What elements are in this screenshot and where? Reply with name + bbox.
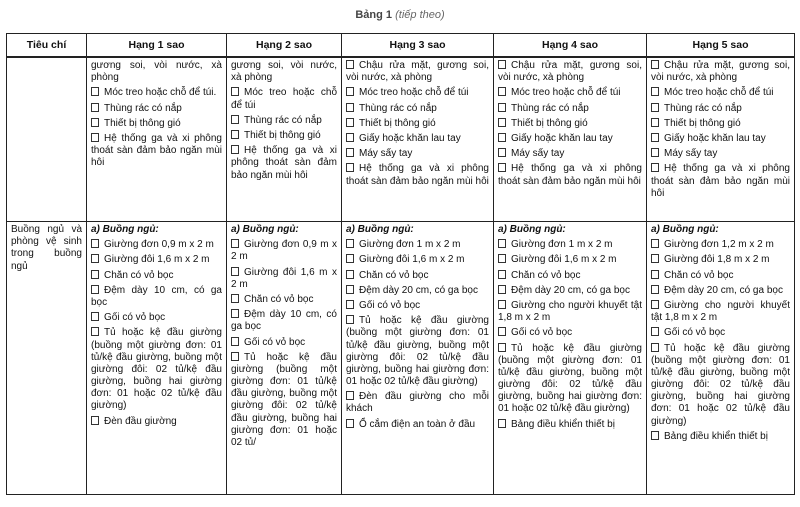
rating-cell <box>87 57 227 222</box>
list-item <box>91 327 222 412</box>
checkbox-icon <box>346 148 354 157</box>
checkbox-icon <box>346 239 354 248</box>
item-text: Giấy hoặc khăn lau tay <box>664 132 766 144</box>
item-text: gương soi, vòi nước, xà phòng <box>91 60 222 84</box>
checkbox-icon <box>346 391 354 400</box>
rating-cell <box>87 222 227 495</box>
item-text: Chậu rửa mặt, gương soi, vòi nước, xà phòng <box>651 60 790 84</box>
list-item <box>91 133 222 170</box>
checkbox-icon <box>91 327 99 336</box>
item-text: Thùng rác có nắp <box>244 114 322 126</box>
item-text: Thùng rác có nắp <box>664 102 742 114</box>
list-item <box>498 419 642 431</box>
checkbox-icon <box>91 87 99 96</box>
list-item <box>231 352 337 450</box>
checkbox-icon <box>346 285 354 294</box>
item-text: Chăn có vỏ bọc <box>359 269 429 281</box>
item-text: Hệ thống ga và xi phông thoát sàn đảm bảo ngăn mùi hôi <box>231 145 337 181</box>
checkbox-icon <box>651 431 659 440</box>
item-text: Giường đôi 1,8 m x 2 m <box>664 254 770 266</box>
list-item <box>651 148 790 160</box>
item-text: Đệm dày 20 cm, có ga bọc <box>511 284 630 296</box>
list-item <box>651 163 790 200</box>
list-item <box>91 312 222 324</box>
list-item <box>498 118 642 130</box>
list-item <box>231 60 337 84</box>
item-text: Ổ cắm điện an toàn ở đầu <box>359 418 476 430</box>
item-text: Giường đôi 1,6 m x 2 m <box>104 254 210 266</box>
checkbox-icon <box>651 87 659 96</box>
list-item <box>346 239 489 251</box>
list-item <box>651 270 790 282</box>
item-text: Hệ thống ga và xi phông thoát sàn đảm bảo ngăn mùi hôi <box>498 163 642 187</box>
item-text: Máy sấy tay <box>359 148 413 160</box>
item-text: Chậu rửa mặt, gương soi, vòi nước, xà phòng <box>498 60 642 84</box>
checkbox-icon <box>498 285 506 294</box>
checkbox-icon <box>346 118 354 127</box>
rating-cell <box>342 222 494 495</box>
criterion-cell <box>7 57 87 222</box>
checkbox-icon <box>346 87 354 96</box>
checkbox-icon <box>231 337 239 346</box>
list-item <box>91 416 222 428</box>
item-text: Thiết bị thông gió <box>244 129 321 141</box>
item-text: Tủ hoặc kệ đầu giường (buồng một giường đơn: 01 tủ/kệ đầu giường, buồng một giường đôi: 02 tủ/kệ đầu giường, buồng hai giường đơn: 01 hoặc 02 tủ/kệ đầu giường) <box>346 315 489 388</box>
checkbox-icon <box>498 87 506 96</box>
item-text: Giường đôi 1,6 m x 2 m <box>231 266 337 290</box>
checkbox-icon <box>498 239 506 248</box>
list-item <box>231 87 337 111</box>
checkbox-icon <box>651 103 659 112</box>
checkbox-icon <box>91 416 99 425</box>
checkbox-icon <box>91 270 99 279</box>
list-item <box>651 300 790 324</box>
checkbox-icon <box>498 118 506 127</box>
list-item <box>498 148 642 160</box>
item-text: Máy sấy tay <box>511 148 565 160</box>
item-text: Giường đơn 0,9 m x 2 m <box>231 239 337 263</box>
list-item <box>91 103 222 115</box>
criteria-table <box>6 33 795 495</box>
col-header-criterion: Tiêu chí <box>7 34 87 58</box>
checkbox-icon <box>498 254 506 263</box>
list-item <box>231 145 337 182</box>
rating-cell <box>494 57 647 222</box>
subsection-title: a) Buồng ngủ: <box>498 224 566 235</box>
item-text: Thùng rác có nắp <box>104 102 182 114</box>
checkbox-icon <box>231 145 239 154</box>
list-item <box>651 118 790 130</box>
list-item <box>651 103 790 115</box>
list-item <box>498 254 642 266</box>
checkbox-icon <box>651 327 659 336</box>
item-text: Móc treo hoặc chỗ để túi <box>359 87 469 99</box>
checkbox-icon <box>346 300 354 309</box>
list-item <box>346 419 489 431</box>
checkbox-icon <box>231 294 239 303</box>
checkbox-icon <box>498 300 506 309</box>
item-text: Đèn đầu giường cho mỗi khách <box>346 391 489 415</box>
checkbox-icon <box>346 254 354 263</box>
checkbox-icon <box>231 309 239 318</box>
list-item <box>498 300 642 324</box>
item-text: Giấy hoặc khăn lau tay <box>359 132 461 144</box>
list-item <box>346 300 489 312</box>
checkbox-icon <box>346 270 354 279</box>
item-text: Móc treo hoặc chỗ để túi <box>231 87 337 111</box>
col-header-2-star: Hạng 2 sao <box>227 34 342 58</box>
item-text: Chậu rửa mặt, gương soi, vòi nước, xà phòng <box>346 60 489 84</box>
list-item <box>346 163 489 187</box>
checkbox-icon <box>346 103 354 112</box>
checkbox-icon <box>651 254 659 263</box>
list-item <box>91 239 222 251</box>
item-text: Chăn có vỏ bọc <box>104 269 174 281</box>
item-text: Gối có vỏ bọc <box>359 299 421 311</box>
item-text: Thiết bị thông gió <box>359 117 436 129</box>
checkbox-icon <box>231 352 239 361</box>
list-item <box>651 285 790 297</box>
list-item <box>651 343 790 428</box>
item-text: Bảng điều khiển thiết bị <box>664 430 768 442</box>
subsection-title: a) Buồng ngủ: <box>231 224 299 235</box>
subsection-title: a) Buồng ngủ: <box>346 224 414 235</box>
list-item <box>346 118 489 130</box>
item-text: Móc treo hoặc chỗ để túi. <box>104 87 217 99</box>
item-text: Hệ thống ga và xi phông thoát sàn đảm bảo ngăn mùi hôi <box>346 163 489 187</box>
checkbox-icon <box>346 419 354 428</box>
checkbox-icon <box>651 285 659 294</box>
criterion-cell: Buồng ngủ và phòng vệ sinh trong buồng ngủ <box>7 222 87 495</box>
list-item <box>231 239 337 263</box>
list-item <box>91 270 222 282</box>
list-item <box>346 60 489 84</box>
item-text: Gối có vỏ bọc <box>511 327 573 339</box>
col-header-5-star: Hạng 5 sao <box>647 34 795 58</box>
item-text: Giường cho người khuyết tật 1,8 m x 2 m <box>498 299 642 324</box>
checkbox-icon <box>651 60 659 69</box>
list-item <box>651 431 790 443</box>
checkbox-icon <box>231 239 239 248</box>
list-item <box>91 87 222 99</box>
list-item <box>346 285 489 297</box>
item-text: Thiết bị thông gió <box>664 117 741 129</box>
item-text: Gối có vỏ bọc <box>664 327 726 339</box>
checkbox-icon <box>231 130 239 139</box>
item-text: Đèn đầu giường <box>104 415 177 427</box>
list-item <box>91 254 222 266</box>
item-text: Chăn có vỏ bọc <box>244 293 314 305</box>
list-item <box>498 60 642 84</box>
col-header-4-star: Hạng 4 sao <box>494 34 647 58</box>
rating-cell <box>494 222 647 495</box>
list-item <box>498 343 642 416</box>
list-item <box>346 254 489 266</box>
rating-cell <box>227 222 342 495</box>
checkbox-icon <box>651 148 659 157</box>
item-text: Thiết bị thông gió <box>511 117 588 129</box>
header-row <box>7 34 795 58</box>
item-text: Đệm dày 20 cm, có ga bọc <box>359 284 478 296</box>
list-item <box>91 60 222 84</box>
checkbox-icon <box>498 163 506 172</box>
rating-cell <box>227 57 342 222</box>
item-text: Gối có vỏ bọc <box>104 312 166 324</box>
list-item <box>91 118 222 130</box>
checkbox-icon <box>651 343 659 352</box>
list-item <box>651 327 790 339</box>
checkbox-icon <box>346 163 354 172</box>
checkbox-icon <box>651 300 659 309</box>
item-text: Hệ thống ga và xi phông thoát sàn đảm bảo ngăn mùi hôi <box>91 132 222 169</box>
list-item <box>231 130 337 142</box>
checkbox-icon <box>231 267 239 276</box>
list-item <box>651 254 790 266</box>
subsection-title: a) Buồng ngủ: <box>651 224 719 235</box>
item-text: gương soi, vòi nước, xà phòng <box>231 60 337 84</box>
checkbox-icon <box>91 285 99 294</box>
list-item <box>651 87 790 99</box>
item-text: Giường đơn 0,9 m x 2 m <box>104 239 214 251</box>
checkbox-icon <box>498 103 506 112</box>
checkbox-icon <box>498 419 506 428</box>
checkbox-icon <box>498 327 506 336</box>
list-item <box>498 87 642 99</box>
checkbox-icon <box>91 312 99 321</box>
table-row <box>7 222 795 495</box>
list-item <box>91 285 222 309</box>
item-text: Bảng điều khiển thiết bị <box>511 418 615 430</box>
list-item <box>346 148 489 160</box>
list-item <box>231 309 337 333</box>
item-text: Móc treo hoặc chỗ để túi <box>664 87 774 99</box>
checkbox-icon <box>498 60 506 69</box>
item-text: Chăn có vỏ bọc <box>664 269 734 281</box>
caption-title: Bảng 1 <box>355 9 393 21</box>
item-text: Giường đôi 1,6 m x 2 m <box>511 254 617 266</box>
list-item <box>346 315 489 388</box>
checkbox-icon <box>91 254 99 263</box>
list-item <box>498 270 642 282</box>
caption-subtitle: (tiếp theo) <box>395 9 445 21</box>
checkbox-icon <box>91 118 99 127</box>
list-item <box>346 270 489 282</box>
col-header-1-star: Hạng 1 sao <box>87 34 227 58</box>
checkbox-icon <box>91 133 99 142</box>
checkbox-icon <box>498 148 506 157</box>
item-text: Đệm dày 10 cm, có ga bọc <box>231 309 337 333</box>
checkbox-icon <box>651 239 659 248</box>
list-item <box>231 337 337 349</box>
list-item <box>498 163 642 187</box>
list-item <box>346 103 489 115</box>
list-item <box>231 294 337 306</box>
rating-cell <box>647 57 795 222</box>
checkbox-icon <box>498 343 506 352</box>
item-text: Tủ hoặc kệ đầu giường (buồng một giường đơn: 01 tủ/kệ đầu giường, buồng một giường đôi: 02 tủ/kệ đầu giường, buồng hai giường đơn: 01 hoặc 02 tủ/kệ đầu giường) <box>91 327 222 412</box>
item-text: Tủ hoặc kệ đầu giường (buồng một giường đơn: 01 tủ/kệ đầu giường, buồng một giường đôi: 02 tủ/kệ đầu giường, buồng hai giường đơn: 01 hoặc 02 tủ/kệ đầu giường) <box>498 342 642 415</box>
checkbox-icon <box>346 315 354 324</box>
item-text: Tủ hoặc kệ đầu giường (buồng một giường đơn: 01 tủ/kệ đầu giường, buồng một giường đôi: 02 tủ/kệ đầu giường, buồng hai giường đơn: 01 hoặc 02 tủ/ <box>231 351 337 448</box>
list-item <box>498 133 642 145</box>
list-item <box>346 133 489 145</box>
item-text: Gối có vỏ bọc <box>244 336 306 348</box>
list-item <box>651 60 790 84</box>
list-item <box>231 267 337 291</box>
item-text: Giường đơn 1 m x 2 m <box>511 239 613 251</box>
item-text: Giấy hoặc khăn lau tay <box>511 132 613 144</box>
list-item <box>346 87 489 99</box>
item-text: Thùng rác có nắp <box>359 102 437 114</box>
item-text: Thiết bị thông gió <box>104 117 181 129</box>
item-text: Chăn có vỏ bọc <box>511 269 581 281</box>
item-text: Giường đơn 1 m x 2 m <box>359 239 461 251</box>
table-row <box>7 57 795 222</box>
list-item <box>346 391 489 415</box>
checkbox-icon <box>498 270 506 279</box>
list-item <box>498 239 642 251</box>
list-item <box>231 115 337 127</box>
checkbox-icon <box>651 163 659 172</box>
checkbox-icon <box>651 118 659 127</box>
checkbox-icon <box>651 133 659 142</box>
item-text: Thùng rác có nắp <box>511 102 589 114</box>
checkbox-icon <box>346 133 354 142</box>
item-text: Giường cho người khuyết tật 1,8 m x 2 m <box>651 299 790 324</box>
checkbox-icon <box>231 87 239 96</box>
item-text: Máy sấy tay <box>664 148 718 160</box>
checkbox-icon <box>346 60 354 69</box>
checkbox-icon <box>651 270 659 279</box>
table-caption <box>0 0 800 30</box>
list-item <box>498 327 642 339</box>
item-text: Đệm dày 20 cm, có ga bọc <box>664 284 783 296</box>
item-text: Giường đôi 1,6 m x 2 m <box>359 254 465 266</box>
item-text: Tủ hoặc kệ đầu giường (buồng một giường đơn: 01 tủ/kệ đầu giường, buồng một giường đôi: 02 tủ/kệ đầu giường, buồng hai giường đơn: 01 hoặc 02 tủ/kệ đầu giường) <box>651 342 790 427</box>
subsection-title: a) Buồng ngủ: <box>91 224 159 235</box>
item-text: Đệm dày 10 cm, có ga bọc <box>91 284 222 308</box>
checkbox-icon <box>231 115 239 124</box>
rating-cell <box>342 57 494 222</box>
checkbox-icon <box>91 103 99 112</box>
checkbox-icon <box>91 239 99 248</box>
item-text: Móc treo hoặc chỗ để túi <box>511 87 621 99</box>
list-item <box>651 239 790 251</box>
item-text: Giường đơn 1,2 m x 2 m <box>664 239 774 251</box>
list-item <box>651 133 790 145</box>
list-item <box>498 285 642 297</box>
checkbox-icon <box>498 133 506 142</box>
col-header-3-star: Hạng 3 sao <box>342 34 494 58</box>
rating-cell <box>647 222 795 495</box>
item-text: Hệ thống ga và xi phông thoát sàn đảm bảo ngăn mùi hôi <box>651 163 790 199</box>
list-item <box>498 103 642 115</box>
